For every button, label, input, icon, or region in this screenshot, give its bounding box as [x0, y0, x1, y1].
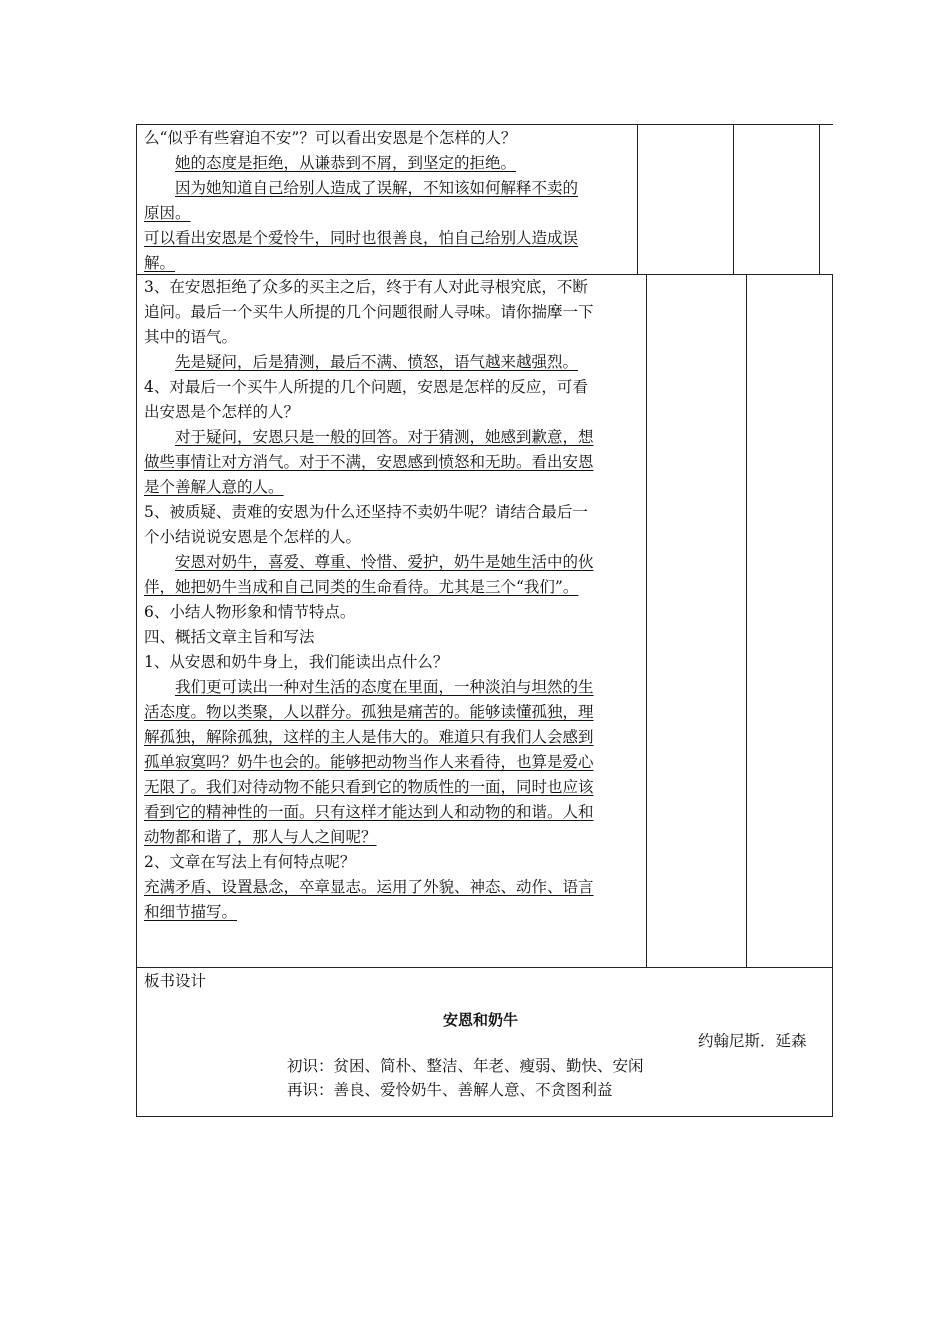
text-line: 无限了。我们对待动物不能只看到它的物质性的一面，同时也应该 [144, 778, 594, 796]
text-line: 伴，她把奶牛当成和自己同类的生命看待。尤其是三个“我们”。 [144, 578, 579, 596]
text-line: 1、从安恩和奶牛身上，我们能读出点什么？ [144, 653, 449, 671]
text-line: 和细节描写。 [144, 903, 238, 921]
text-line: 其中的语气。 [144, 328, 238, 346]
text-line: 出安恩是个怎样的人？ [144, 403, 300, 421]
text-line: 做些事情让对方消气。对于不满，安恩感到愤怒和无助。看出安恩 [144, 453, 594, 471]
text-line: 解孤独，解除孤独，这样的主人是伟大的。难道只有我们人会感到 [144, 728, 594, 746]
text-line: 安恩对奶牛，喜爱、尊重、怜惜、爱护，奶牛是她生活中的伙 [175, 553, 594, 571]
text-line: 我们更可读出一种对生活的态度在里面，一种淡泊与坦然的生 [175, 678, 594, 696]
text-line: 么“似乎有些窘迫不安”？可以看出安恩是个怎样的人？ [144, 129, 517, 147]
row1-divider-1 [637, 124, 638, 274]
text-line: 看到它的精神性的一面。只有这样才能达到人和动物的和谐。人和 [144, 803, 594, 821]
row2-bottom-border [136, 967, 833, 968]
text-line: 3、在安恩拒绝了众多的买主之后，终于有人对此寻根究底，不断 [144, 278, 588, 296]
text-line: 解。 [144, 254, 176, 272]
text-line: 动物都和谐了，那人与人之间呢？ [144, 828, 377, 846]
table-left-border [136, 124, 137, 1117]
board-label: 板书设计 [144, 972, 207, 990]
text-line: 追问。最后一个买牛人所提的几个问题很耐人寻味。请你揣摩一下 [144, 303, 594, 321]
text-line: 孤单寂寞吗？奶牛也会的。能够把动物当作人来看待，也算是爱心 [144, 753, 594, 771]
table-top-border [136, 124, 833, 125]
text-line: 原因。 [144, 204, 191, 222]
row1-content [144, 126, 578, 276]
row1-divider-3 [819, 124, 820, 274]
table-right-border [832, 274, 833, 1117]
row2-divider-1 [646, 274, 647, 967]
text-line: 对于疑问，安恩只是一般的回答。对于猜测，她感到歉意，想 [175, 428, 594, 446]
text-line: 因为她知道自己给别人造成了误解，不知该如何解释不卖的 [175, 179, 579, 197]
text-line: 可以看出安恩是个爱怜牛，同时也很善良，怕自己给别人造成误 [144, 229, 579, 247]
row2-divider-2 [746, 274, 747, 967]
text-line: 活态度。物以类聚，人以群分。孤独是痛苦的。能够读懂孤独，理 [144, 703, 594, 721]
board-line-2: 再识：善良、爱怜奶牛、善解人意、不贪图利益 [287, 1081, 613, 1099]
text-line: 4、对最后一个买牛人所提的几个问题，安恩是怎样的反应，可看 [144, 378, 588, 396]
row1-divider-2 [733, 124, 734, 274]
text-line: 是个善解人意的人。 [144, 478, 284, 496]
text-line: 四、概括文章主旨和写法 [144, 628, 315, 646]
text-line: 先是疑问，后是猜测，最后不满、愤怒，语气越来越强烈。 [175, 353, 579, 371]
board-author: 约翰尼斯．延森 [698, 1032, 807, 1050]
board-title: 安恩和奶牛 [443, 1011, 519, 1029]
board-line-1: 初识：贫困、简朴、整洁、年老、瘦弱、勤快、安闲 [287, 1057, 644, 1075]
table-bottom-border [136, 1116, 833, 1117]
row2-content [144, 275, 594, 925]
text-line: 2、文章在写法上有何特点呢？ [144, 853, 356, 871]
text-line: 充满矛盾、设置悬念，卒章显志。运用了外貌、神态、动作、语言 [144, 878, 594, 896]
text-line: 6、小结人物形象和情节特点。 [144, 603, 356, 621]
text-line: 5、被质疑、责难的安恩为什么还坚持不卖奶牛呢？请结合最后一 [144, 503, 588, 521]
text-line: 她的态度是拒绝，从谦恭到不屑，到坚定的拒绝。 [175, 154, 517, 172]
text-line: 个小结说说安恩是个怎样的人。 [144, 528, 362, 546]
